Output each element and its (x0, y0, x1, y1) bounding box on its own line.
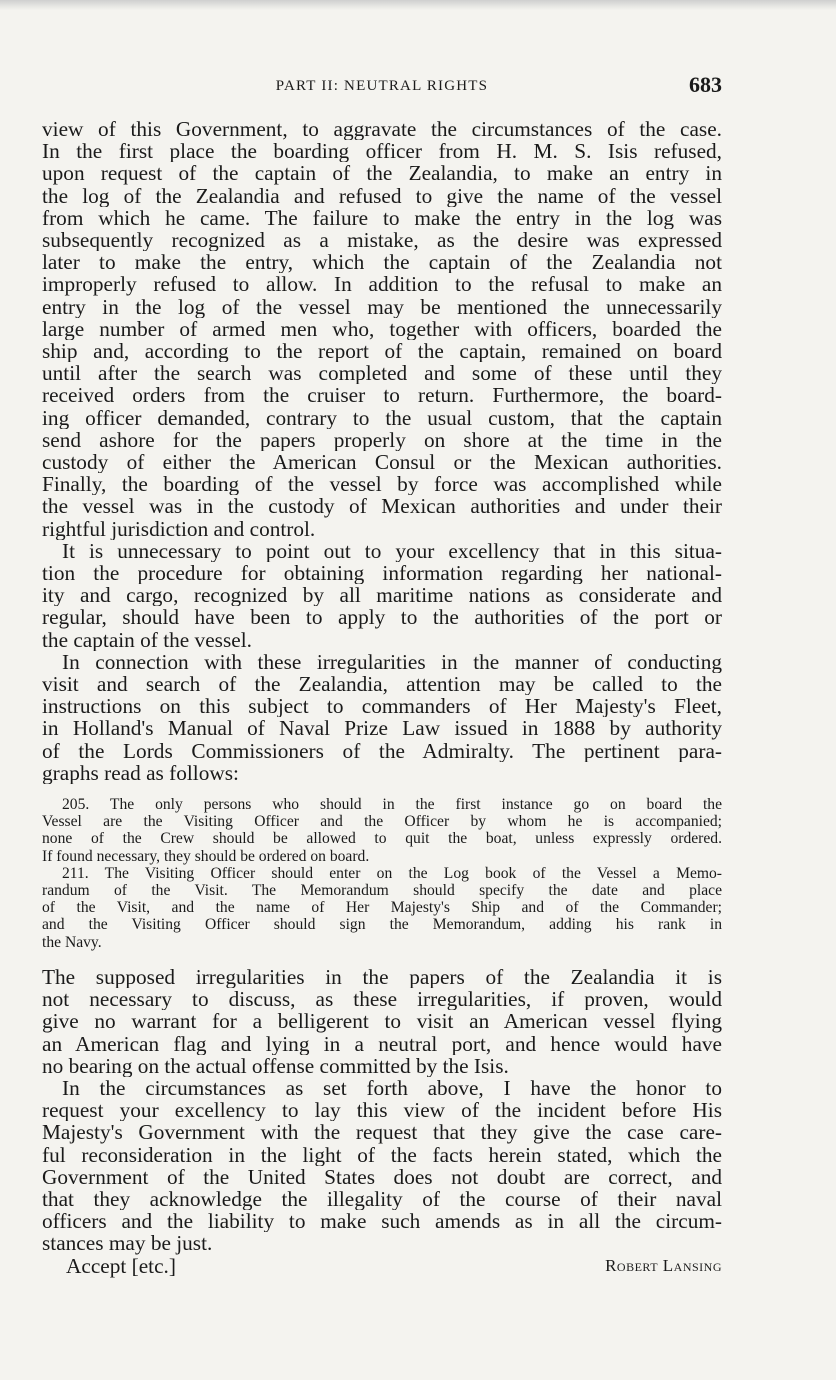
page-number: 683 (689, 72, 722, 97)
text-line: request your excellency to lay this view of the incident before His (42, 1099, 722, 1122)
text-line: visit and search of the Zealandia, attention may be called to the (42, 673, 722, 696)
closing (42, 1254, 722, 1280)
text-line: that they acknowledge the illegality of the course of their naval (42, 1188, 722, 1211)
text-line: The supposed irregularities in the papers of the Zealandia it is (42, 966, 722, 989)
body-text-lower (42, 966, 722, 1255)
paragraph (42, 651, 722, 784)
body-text-upper (42, 118, 722, 784)
paragraph (42, 1077, 722, 1255)
text-line: until after the search was completed and some of these until they (42, 362, 722, 385)
text-line: view of this Government, to aggravate the circumstances of the case. (42, 118, 722, 141)
text-line: improperly refused to allow. In addition to the refusal to make an (42, 273, 722, 296)
text-line: Majesty's Government with the request that they give the case care- (42, 1121, 722, 1144)
quote-paragraph-211 (42, 865, 722, 951)
text-line: send ashore for the papers properly on shore at the time in the (42, 428, 722, 452)
text-line: entry in the log of the vessel may be mentioned the unnecessarily (42, 295, 722, 318)
valediction: Accept [etc.] (66, 1254, 176, 1278)
text-line: the Navy. (42, 933, 102, 951)
text-line: 211. The Visiting Officer should enter on the Log book of the Vessel a Memo- (62, 864, 722, 882)
text-line: the log of the Zealandia and refused to give the name of the vessel (42, 184, 722, 207)
text-line: custody of either the American Consul or the Mexican authorities. (42, 451, 722, 474)
text-line: no bearing on the actual offense committed by the Isis. (42, 1054, 509, 1078)
quote-paragraph-205 (42, 796, 722, 865)
text-line: It is unnecessary to point out to your excellency that in this situa- (62, 539, 722, 563)
text-line: Government of the United States does not doubt are correct, and (42, 1165, 722, 1189)
scan-top-edge (0, 0, 836, 10)
text-line: and the Visiting Officer should sign the Memorandum, adding his rank in (42, 916, 722, 934)
text-line: stances may be just. (42, 1232, 213, 1255)
text-line: the captain of the vessel. (42, 628, 252, 651)
paragraph (42, 118, 722, 540)
signature: Robert Lansing (605, 1256, 722, 1275)
text-line: from which he came. The failure to make the entry in the log was (42, 206, 722, 230)
text-line: not necessary to discuss, as these irregularities, if proven, would (42, 988, 722, 1011)
block-quote (42, 796, 722, 951)
text-line: in Holland's Manual of Naval Prize Law issued in 1888 by authority (42, 717, 722, 740)
text-line: upon request of the captain of the Zealandia, to make an entry in (42, 162, 722, 185)
text-line: tion the procedure for obtaining information regarding her national- (42, 562, 722, 585)
text-line: ing officer demanded, contrary to the usual custom, that the captain (42, 406, 722, 429)
text-line: Finally, the boarding of the vessel by force was accomplished while (42, 473, 722, 496)
paragraph (42, 540, 722, 651)
text-line: an American flag and lying in a neutral port, and hence would have (42, 1032, 722, 1055)
text-line: large number of armed men who, together with officers, boarded the (42, 317, 722, 341)
page-header (42, 72, 722, 102)
text-line: rightful jurisdiction and control. (42, 517, 316, 540)
paragraph (42, 966, 722, 1077)
text-line: of the Lords Commissioners of the Admiralty. The pertinent para- (42, 739, 722, 762)
text-line: randum of the Visit. The Memorandum should specify the date and place (42, 882, 722, 900)
text-line: Vessel are the Visiting Officer and the Officer by whom he is accompanied; (42, 813, 722, 831)
text-line: subsequently recognized as a mistake, as the desire was expressed (42, 229, 722, 252)
text-line: If found necessary, they should be ordered on board. (42, 847, 370, 865)
text-line: give no warrant for a belligerent to visit an American vessel flying (42, 1010, 722, 1033)
text-line: instructions on this subject to commanders of Her Majesty's Fleet, (42, 695, 722, 718)
text-line: 205. The only persons who should in the first instance go on board the (62, 796, 722, 813)
text-line: the vessel was in the custody of Mexican authorities and under their (42, 495, 722, 518)
text-line: received orders from the cruiser to return. Furthermore, the board- (42, 384, 722, 407)
text-line: officers and the liability to make such amends as in all the circum- (42, 1210, 722, 1233)
text-line: In connection with these irregularities in the manner of conducting (62, 650, 722, 674)
text-line: ity and cargo, recognized by all maritime nations as considerate and (42, 584, 722, 607)
running-head: PART II: NEUTRAL RIGHTS (275, 78, 489, 94)
text-line: later to make the entry, which the captain of the Zealandia not (42, 251, 722, 274)
text-line: ship and, according to the report of the captain, remained on board (42, 340, 722, 363)
text-line: of the Visit, and the name of Her Majesty's Ship and of the Commander; (42, 899, 722, 917)
text-line: In the circumstances as set forth above, I have the honor to (62, 1077, 722, 1100)
text-line: In the first place the boarding officer from H. M. S. Isis refused, (42, 140, 722, 163)
text-line: none of the Crew should be allowed to quit the boat, unless expressly ordered. (42, 830, 722, 848)
text-line: regular, should have been to apply to the authorities of the port or (42, 606, 722, 629)
text-line: ful reconsideration in the light of the facts herein stated, which the (42, 1143, 722, 1166)
text-line: graphs read as follows: (42, 761, 239, 785)
